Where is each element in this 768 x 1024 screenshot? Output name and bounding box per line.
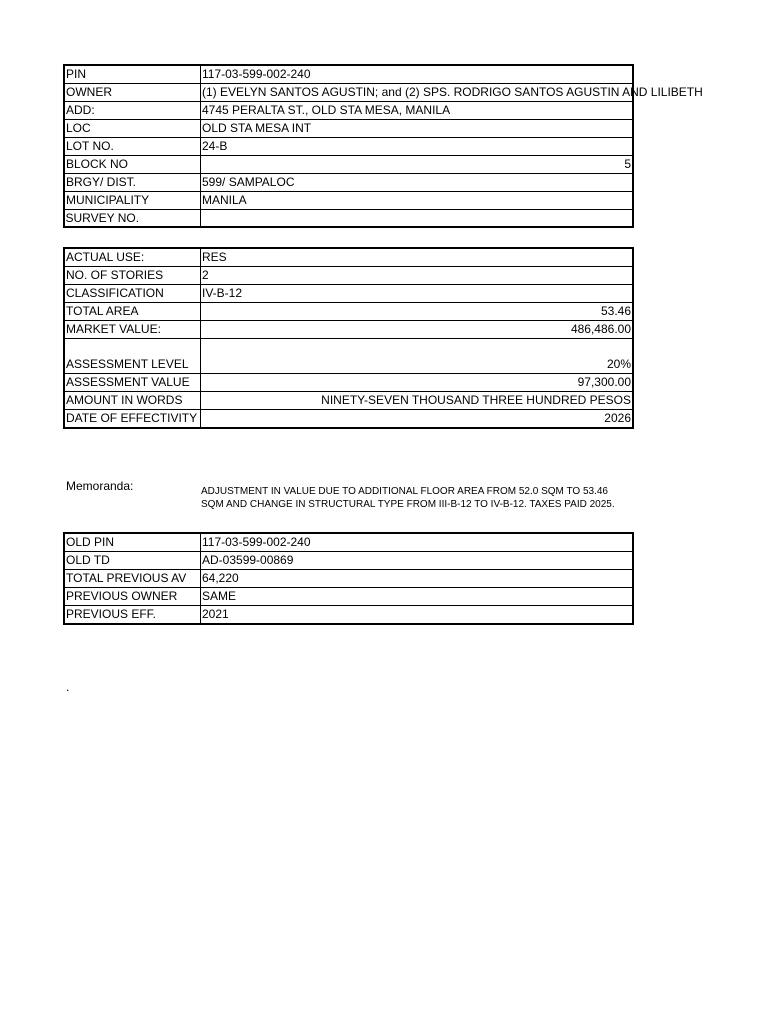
barangay-district-label: BRGY/ DIST. — [65, 174, 201, 192]
table-row — [65, 534, 633, 552]
actual-use-label: ACTUAL USE: — [65, 249, 201, 267]
old-pin-label: OLD PIN — [65, 534, 201, 552]
table-row — [65, 210, 633, 228]
previous-owner-label: PREVIOUS OWNER — [65, 588, 201, 606]
barangay-district-value: 599/ SAMPALOC — [201, 174, 633, 192]
table-row — [65, 303, 633, 321]
market-value-value: 486,486.00 — [201, 321, 633, 339]
pin-value: 117-03-599-002-240 — [201, 66, 633, 84]
pin-label: PIN — [65, 66, 201, 84]
table-row — [65, 249, 633, 267]
assessment-table — [64, 248, 633, 428]
table-row — [65, 570, 633, 588]
total-previous-av-label: TOTAL PREVIOUS AV — [65, 570, 201, 588]
survey-no-value — [201, 210, 633, 228]
address-label: ADD: — [65, 102, 201, 120]
municipality-label: MUNICIPALITY — [65, 192, 201, 210]
previous-eff-label: PREVIOUS EFF. — [65, 606, 201, 624]
address-value: 4745 PERALTA ST., OLD STA MESA, MANILA — [201, 102, 633, 120]
location-label: LOC — [65, 120, 201, 138]
total-area-label: TOTAL AREA — [65, 303, 201, 321]
owner-value-text: (1) EVELYN SANTOS AGUSTIN; and (2) SPS. RODRIGO SANTOS AGUSTIN AND LILIBETH — [202, 85, 703, 99]
table-row — [65, 66, 633, 84]
old-td-value: AD-03599-00869 — [201, 552, 633, 570]
classification-label: CLASSIFICATION — [65, 285, 201, 303]
survey-no-label: SURVEY NO. — [65, 211, 140, 225]
market-value-label: MARKET VALUE: — [65, 321, 201, 339]
assessment-level-label: ASSESSMENT LEVEL — [65, 339, 201, 374]
old-pin-value: 117-03-599-002-240 — [201, 534, 633, 552]
previous-owner-value: SAME — [201, 588, 633, 606]
table-row — [65, 174, 633, 192]
table-row — [65, 606, 633, 624]
table-row — [65, 84, 633, 102]
lot-no-label: LOT NO. — [65, 138, 201, 156]
amount-in-words-label: AMOUNT IN WORDS — [65, 392, 201, 410]
stories-label: NO. OF STORIES — [65, 267, 201, 285]
table-row — [65, 120, 633, 138]
table-row — [65, 339, 633, 374]
old-td-label: OLD TD — [65, 552, 201, 570]
memoranda-label: Memoranda: — [66, 479, 134, 493]
owner-label: OWNER — [65, 84, 201, 102]
stories-value: 2 — [201, 267, 633, 285]
table-row — [65, 392, 633, 410]
assessment-value-value: 97,300.00 — [201, 374, 633, 392]
memoranda-text: ADJUSTMENT IN VALUE DUE TO ADDITIONAL FLOOR AREA FROM 52.0 SQM TO 53.46 SQM AND CHANGE IN STRUCTURAL TYPE FROM III-B-12 TO IV-B-12. TAXES PAID 2025. — [201, 486, 615, 510]
table-row — [65, 102, 633, 120]
table-row — [65, 374, 633, 392]
footer-mark: . — [66, 680, 70, 694]
municipality-value: MANILA — [201, 192, 633, 210]
location-value: OLD STA MESA INT — [201, 120, 633, 138]
table-row — [65, 138, 633, 156]
block-no-value: 5 — [201, 156, 633, 174]
previous-record-table — [64, 533, 633, 624]
assessment-level-value: 20% — [201, 339, 633, 374]
amount-in-words-value: NINETY-SEVEN THOUSAND THREE HUNDRED PESOS — [201, 392, 633, 410]
assessment-value-label: ASSESSMENT VALUE — [65, 374, 201, 392]
owner-value — [201, 84, 703, 102]
block-no-label: BLOCK NO — [65, 156, 201, 174]
actual-use-value: RES — [201, 249, 633, 267]
table-row — [65, 552, 633, 570]
table-row — [65, 285, 633, 303]
total-area-value: 53.46 — [201, 303, 633, 321]
previous-eff-value: 2021 — [201, 606, 633, 624]
table-row — [65, 192, 633, 210]
total-previous-av-value: 64,220 — [201, 570, 633, 588]
table-row — [65, 267, 633, 285]
lot-no-value: 24-B — [201, 138, 633, 156]
table-row — [65, 321, 633, 339]
classification-value: IV-B-12 — [201, 285, 633, 303]
table-row — [65, 410, 633, 428]
effectivity-value: 2026 — [201, 410, 633, 428]
property-info-table — [64, 65, 703, 227]
effectivity-label: DATE OF EFFECTIVITY — [65, 410, 201, 428]
table-row — [65, 588, 633, 606]
table-row — [65, 156, 633, 174]
